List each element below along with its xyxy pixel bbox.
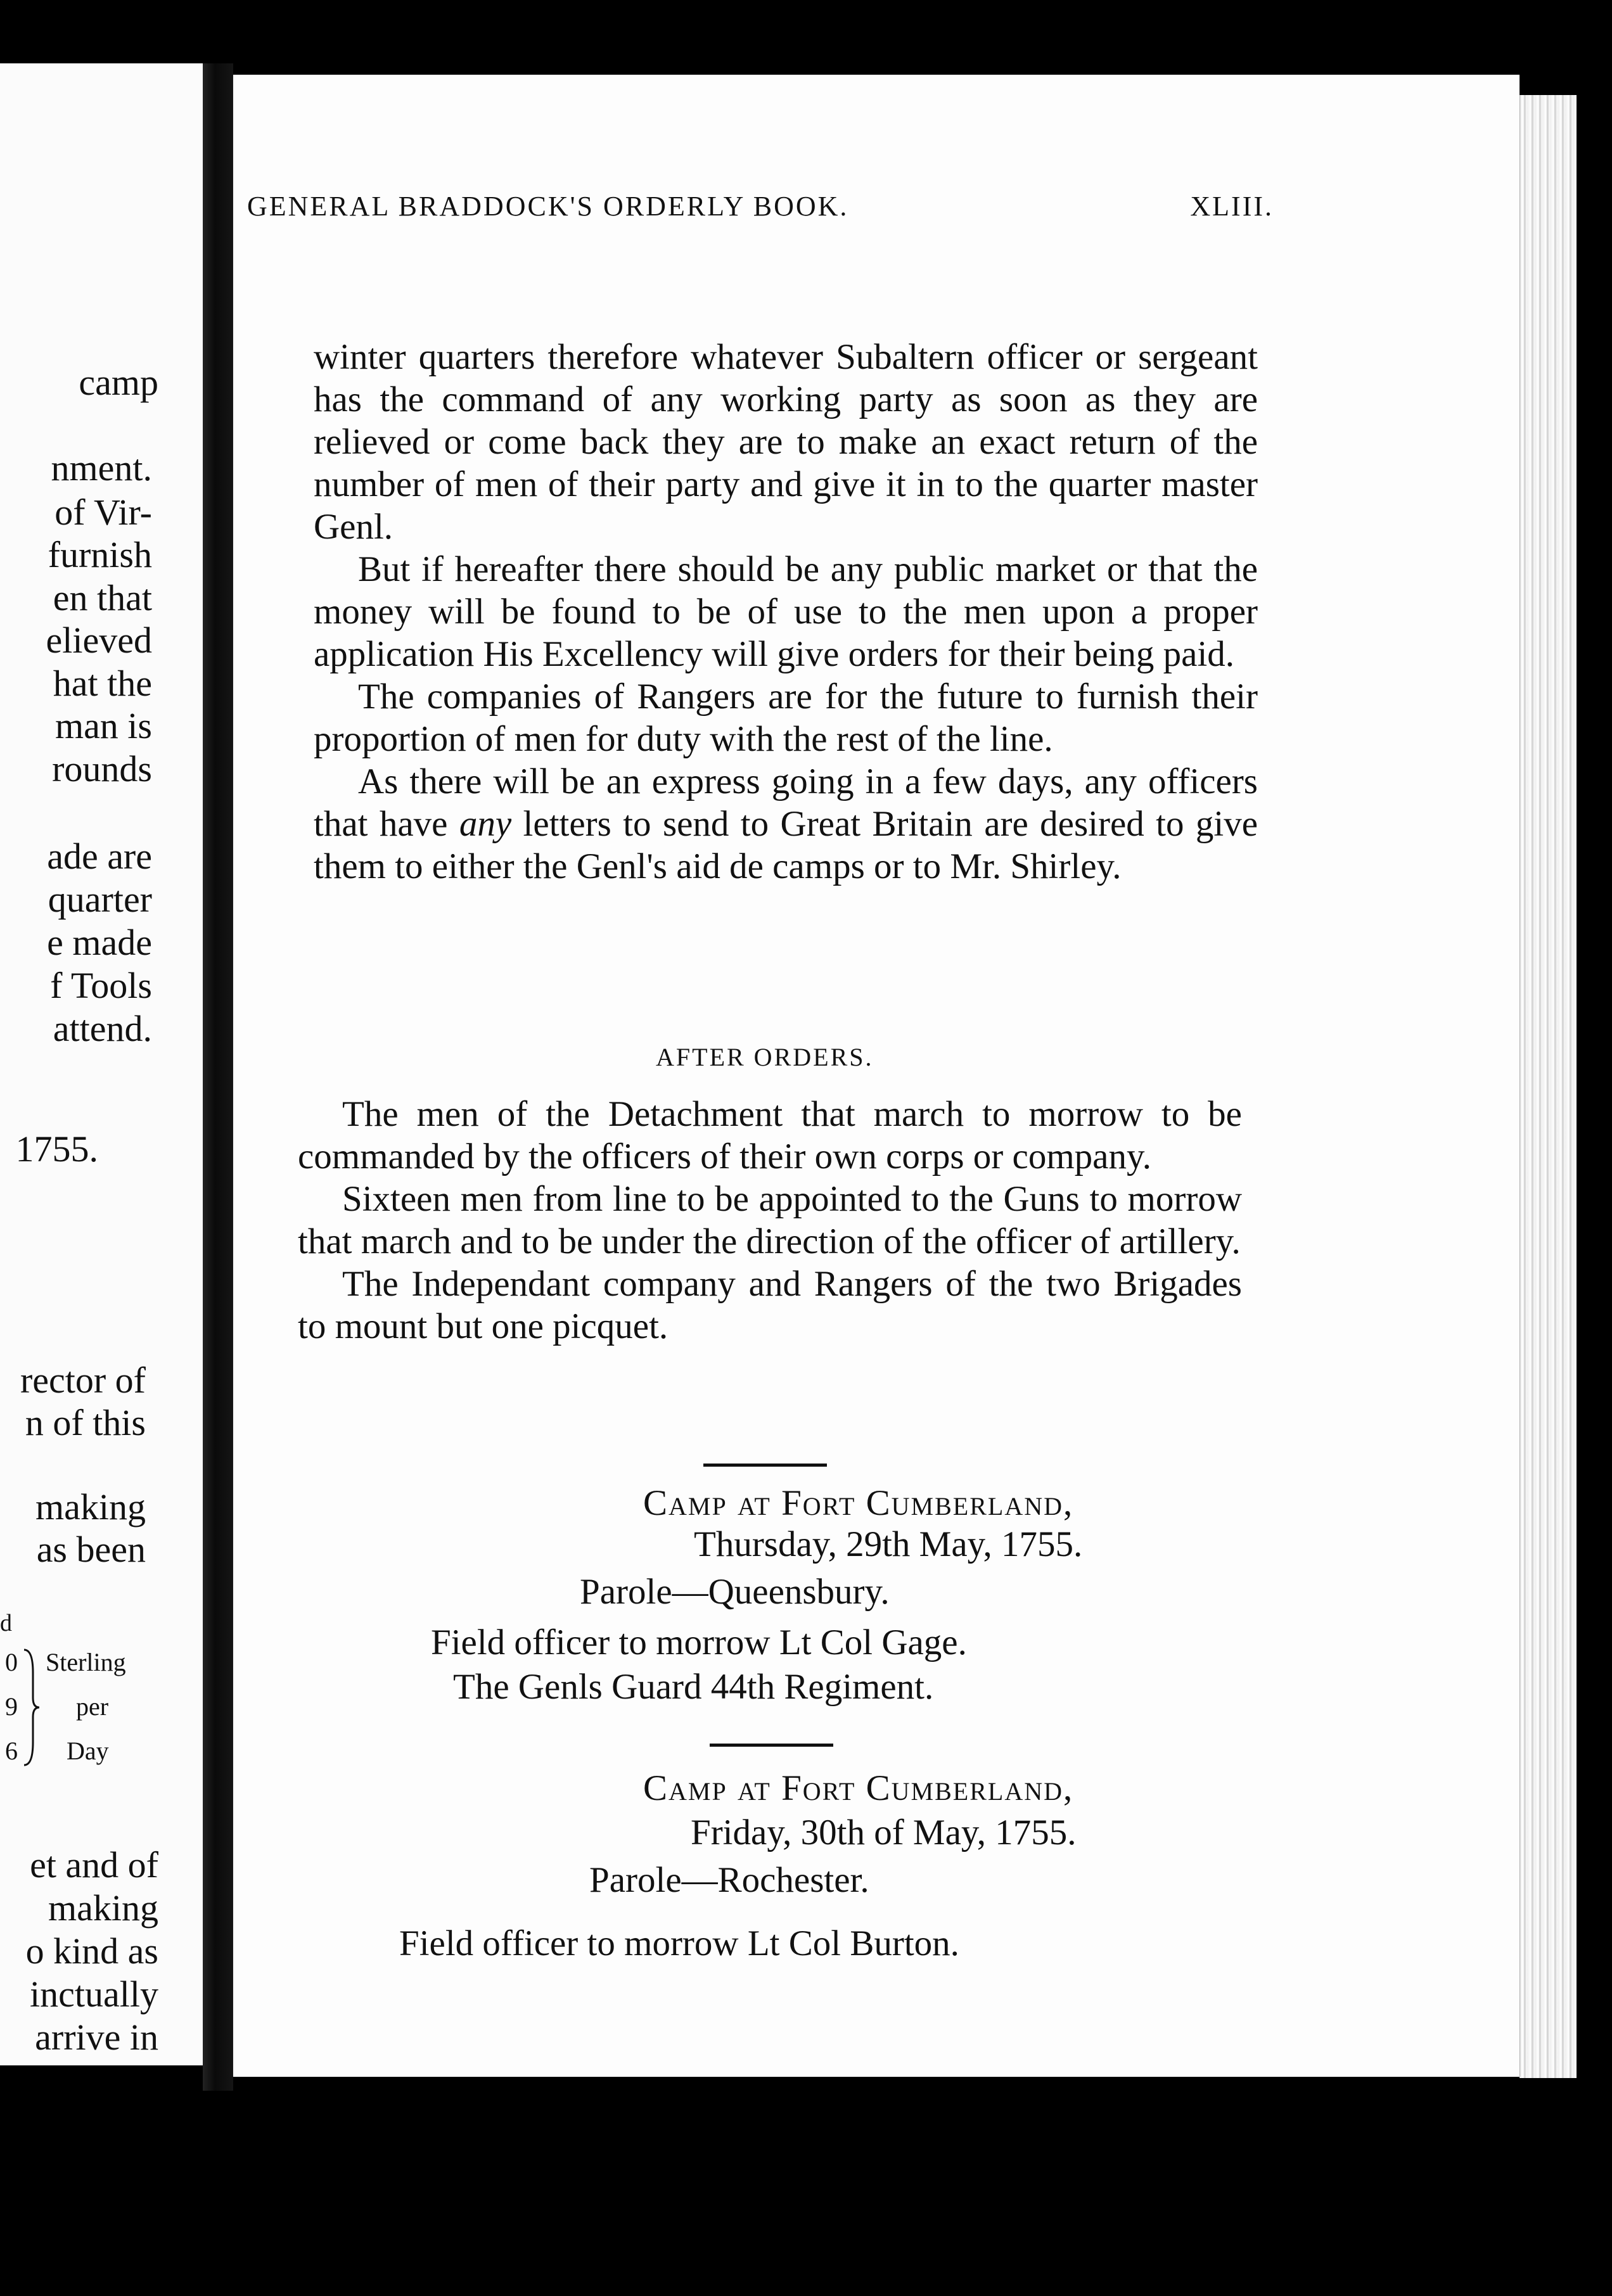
left-line: et and of xyxy=(30,1844,158,1885)
book-gutter xyxy=(203,63,233,2091)
page-number: XLIII. xyxy=(1190,191,1274,222)
left-line: o kind as xyxy=(25,1930,158,1972)
left-line: attend. xyxy=(53,1008,152,1049)
left-line: arrive in xyxy=(35,2017,158,2058)
emphasis-text: any xyxy=(459,804,512,844)
section-rule xyxy=(703,1464,827,1467)
paragraph: The Independant company and Rangers of the two Brigades to mount but one picquet. xyxy=(298,1264,1242,1346)
left-line: n of this xyxy=(25,1402,146,1443)
left-line: rector of xyxy=(20,1360,146,1401)
camp-heading: Camp at Fort Cumberland, xyxy=(643,1768,1074,1808)
body-text xyxy=(314,336,1258,888)
paragraph-text: As there will be an express going in a few days, any officers that have xyxy=(314,762,1258,844)
brace-icon xyxy=(19,1647,44,1768)
camp-heading: Camp at Fort Cumberland, xyxy=(643,1483,1074,1523)
paragraph: But if hereafter there should be any public market or that the money will be found to be of use to the men upon a proper application His Excellency will give orders for their being paid. xyxy=(314,549,1258,674)
parole: Parole—Queensbury. xyxy=(580,1572,890,1612)
left-line: furnish xyxy=(48,534,152,575)
left-line: elieved xyxy=(46,620,152,661)
table-column-header: d xyxy=(0,1610,12,1636)
field-officer: Field officer to morrow Lt Col Gage. xyxy=(431,1623,967,1662)
paragraph-text: letters to send to Great Britain are desired to give them to either the Genl's aid de camps or to Mr. Shirley. xyxy=(314,804,1258,886)
left-line: nment. xyxy=(51,447,152,488)
table-label: per xyxy=(76,1692,109,1721)
left-line: camp xyxy=(79,362,158,403)
paragraph: The companies of Rangers are for the future to furnish their proportion of men for duty with the rest of the line. xyxy=(314,677,1258,759)
previous-page-fragment xyxy=(0,63,209,2065)
left-line: en that xyxy=(53,577,152,618)
table-amount: 0 xyxy=(5,1648,18,1676)
entry-date: Thursday, 29th May, 1755. xyxy=(694,1524,1083,1564)
left-line: e made xyxy=(47,922,152,963)
after-orders-heading: AFTER ORDERS. xyxy=(656,1043,874,1071)
left-line: hat the xyxy=(53,663,152,704)
paragraph: Sixteen men from line to be appointed to the Guns to morrow that march and to be under the direction of the officer of artillery. xyxy=(298,1179,1242,1261)
section-rule xyxy=(710,1744,833,1747)
running-title: GENERAL BRADDOCK'S ORDERLY BOOK. xyxy=(247,191,849,222)
left-line: making xyxy=(35,1486,146,1527)
table-amount: 6 xyxy=(5,1737,18,1765)
left-line: f Tools xyxy=(50,965,152,1006)
table-label: Day xyxy=(67,1737,109,1765)
left-line: ade are xyxy=(47,836,152,877)
field-officer: Field officer to morrow Lt Col Burton. xyxy=(399,1923,959,1963)
left-line: of Vir- xyxy=(54,492,152,533)
after-orders-text xyxy=(298,1093,1242,1348)
page-edges xyxy=(1519,95,1577,2078)
entry-date: Friday, 30th of May, 1755. xyxy=(691,1813,1077,1853)
left-line: man is xyxy=(54,705,152,746)
paragraph: winter quarters therefore whatever Subaltern officer or sergeant has the command of any working party as soon as they are relieved or come back they are to make an exact return of the number of men of their party and give it in to the quarter master Genl. xyxy=(314,337,1258,547)
left-line: making xyxy=(48,1887,158,1929)
left-line: inctually xyxy=(30,1974,158,2015)
table-label: Sterling xyxy=(46,1648,126,1676)
parole: Parole—Rochester. xyxy=(589,1860,869,1900)
paragraph: The men of the Detachment that march to morrow to be commanded by the officers of their own corps or company. xyxy=(298,1094,1242,1177)
table-amount: 9 xyxy=(5,1692,18,1721)
paragraph xyxy=(314,760,1258,888)
left-line: 1755. xyxy=(15,1128,98,1170)
left-line: rounds xyxy=(52,748,152,789)
left-line: quarter xyxy=(48,879,152,920)
left-line: as been xyxy=(36,1529,146,1570)
guard: The Genls Guard 44th Regiment. xyxy=(453,1667,934,1707)
